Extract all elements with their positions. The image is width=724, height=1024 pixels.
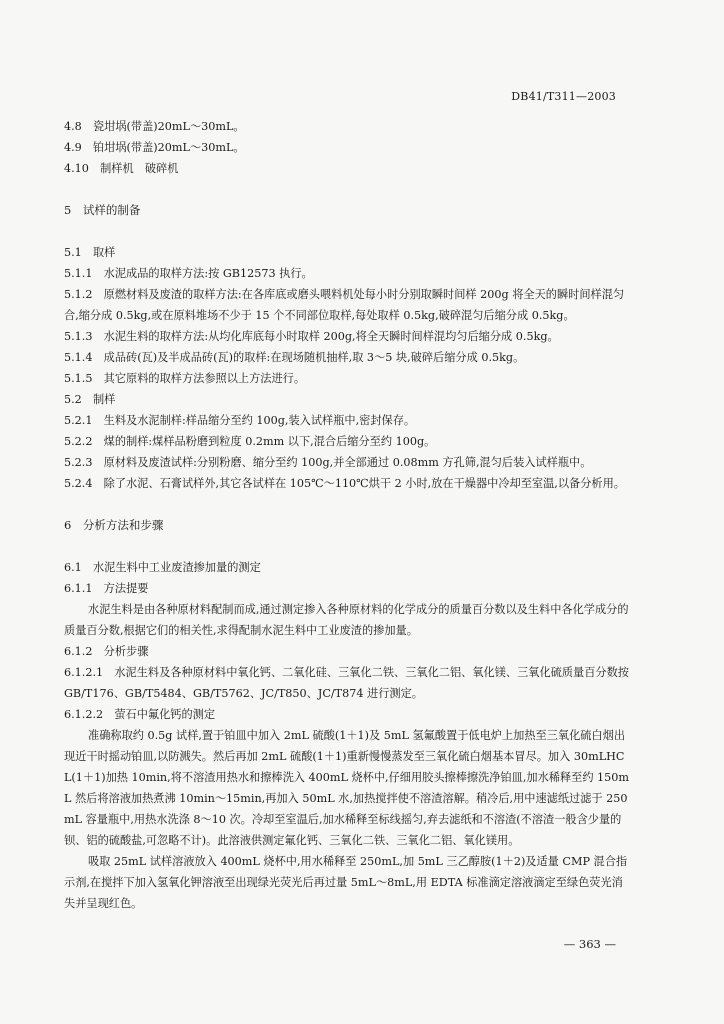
- document-body: [64, 116, 630, 914]
- paragraph: 吸取 25mL 试样溶液放入 400mL 烧杯中,用水稀释至 250mL,加 5mL 三乙醇胺(1＋2)及适量 CMP 混合指示剂,在搅拌下加入氢氧化钾溶液至出现绿光荧光后再过量 5mL～8mL,用 EDTA 标准滴定溶液滴定至绿色荧光消失并呈现红色。: [64, 855, 628, 910]
- paragraph: 5.2.4 除了水泥、石膏试样外,其它各试样在 105℃～110℃烘干 2 小时,放在干燥器中冷却至室温,以备分析用。: [64, 477, 625, 490]
- spacer: [64, 179, 630, 200]
- paragraph: 5.1 取样: [64, 246, 116, 259]
- paragraph: 4.10 制样机 破碎机: [64, 162, 179, 175]
- paragraph: 准确称取约 0.5g 试样,置于铂皿中加入 2mL 硫酸(1＋1)及 5mL 氢氟酸置于低电炉上加热至三氧化硫白烟出现近干时摇动铂皿,以防溅失。然后再加 2mL 硫酸(1＋1)重新慢慢蒸发至三氧化硫白烟基本冒尽。加入 30mLHCL(1＋1)加热 10min,将不溶渣用热水和擦棒洗入 400mL 烧杯中,仔细用胶头擦棒擦洗净铂皿,加水稀释至约 150mL 然后将溶液加热煮沸 10min～15min,再加入 50mL 水,加热搅拌使不溶渣溶解。稍冷后,用中速滤纸过滤于 250mL 容量瓶中,用热水洗涤 8～10 次。冷却至室温后,加水稀释至标线摇匀,弃去滤纸和不溶渣(不溶渣一般含少量的钡、铝的硫酸盐,可忽略不计)。此溶液供测定氟化钙、三氧化二铁、三氧化二铝、氧化镁用。: [64, 729, 630, 847]
- paragraph: 5.2.3 原材料及废渣试样:分别粉磨、缩分至约 100g,并全部通过 0.08mm 方孔筛,混匀后装入试样瓶中。: [64, 456, 592, 469]
- page-number: — 363 —: [563, 937, 616, 951]
- paragraph: 6.1.2.2 萤石中氟化钙的测定: [64, 708, 216, 721]
- paragraph: 5.1.3 水泥生料的取样方法:从均化库底每小时取样 200g,将全天瞬时间样混均匀后缩分成 0.5kg。: [64, 330, 559, 343]
- section-heading: 6 分析方法和步骤: [64, 518, 164, 532]
- paragraph: 5.1.2 原燃材料及废渣的取样方法:在各库底或磨头喂料机处每小时分别取瞬时间样 200g 将全天的瞬时间样混匀合,缩分成 0.5kg,或在原料堆场不少于 15 个不同部位取样,每处取样 0.5kg,破碎混匀后缩分成 0.5kg。: [64, 288, 625, 322]
- paragraph: 5.1.4 成品砖(瓦)及半成品砖(瓦)的取样:在现场随机抽样,取 3～5 块,破碎后缩分成 0.5kg。: [64, 351, 525, 364]
- paragraph: 5.2.1 生料及水泥制样:样品缩分至约 100g,装入试样瓶中,密封保存。: [64, 414, 416, 427]
- spacer: [64, 494, 630, 515]
- spacer: [64, 221, 630, 242]
- section-heading: 5 试样的制备: [64, 203, 141, 217]
- standard-code: DB41/T311—2003: [511, 90, 616, 103]
- paragraph: 5.2.2 煤的制样:煤样品粉磨到粒度 0.2mm 以下,混合后缩分至约 100g。: [64, 435, 436, 448]
- paragraph: 5.1.5 其它原料的取样方法参照以上方法进行。: [64, 372, 306, 385]
- paragraph: 5.1.1 水泥成品的取样方法:按 GB12573 执行。: [64, 267, 313, 280]
- paragraph: 水泥生料是由各种原材料配制而成,通过测定掺入各种原材料的化学成分的质量百分数以及生料中各化学成分的质量百分数,根据它们的相关性,求得配制水泥生料中工业废渣的掺加量。: [64, 603, 629, 637]
- spacer: [64, 536, 630, 557]
- paragraph: 4.8 瓷坩埚(带盖)20mL～30mL。: [64, 120, 245, 133]
- paragraph: 5.2 制样: [64, 393, 116, 406]
- paragraph: 4.9 铂坩埚(带盖)20mL～30mL。: [64, 141, 245, 154]
- paragraph: 6.1.2.1 水泥生料及各种原材料中氧化钙、二氧化硅、三氧化二铁、三氧化二铝、氧化镁、三氧化硫质量百分数按 GB/T176、GB/T5484、GB/T5762、JC/T850、JC/T874 进行测定。: [64, 666, 629, 700]
- paragraph: 6.1.1 方法提要: [64, 582, 149, 595]
- paragraph: 6.1.2 分析步骤: [64, 645, 149, 658]
- paragraph: 6.1 水泥生料中工业废渣掺加量的测定: [64, 561, 261, 574]
